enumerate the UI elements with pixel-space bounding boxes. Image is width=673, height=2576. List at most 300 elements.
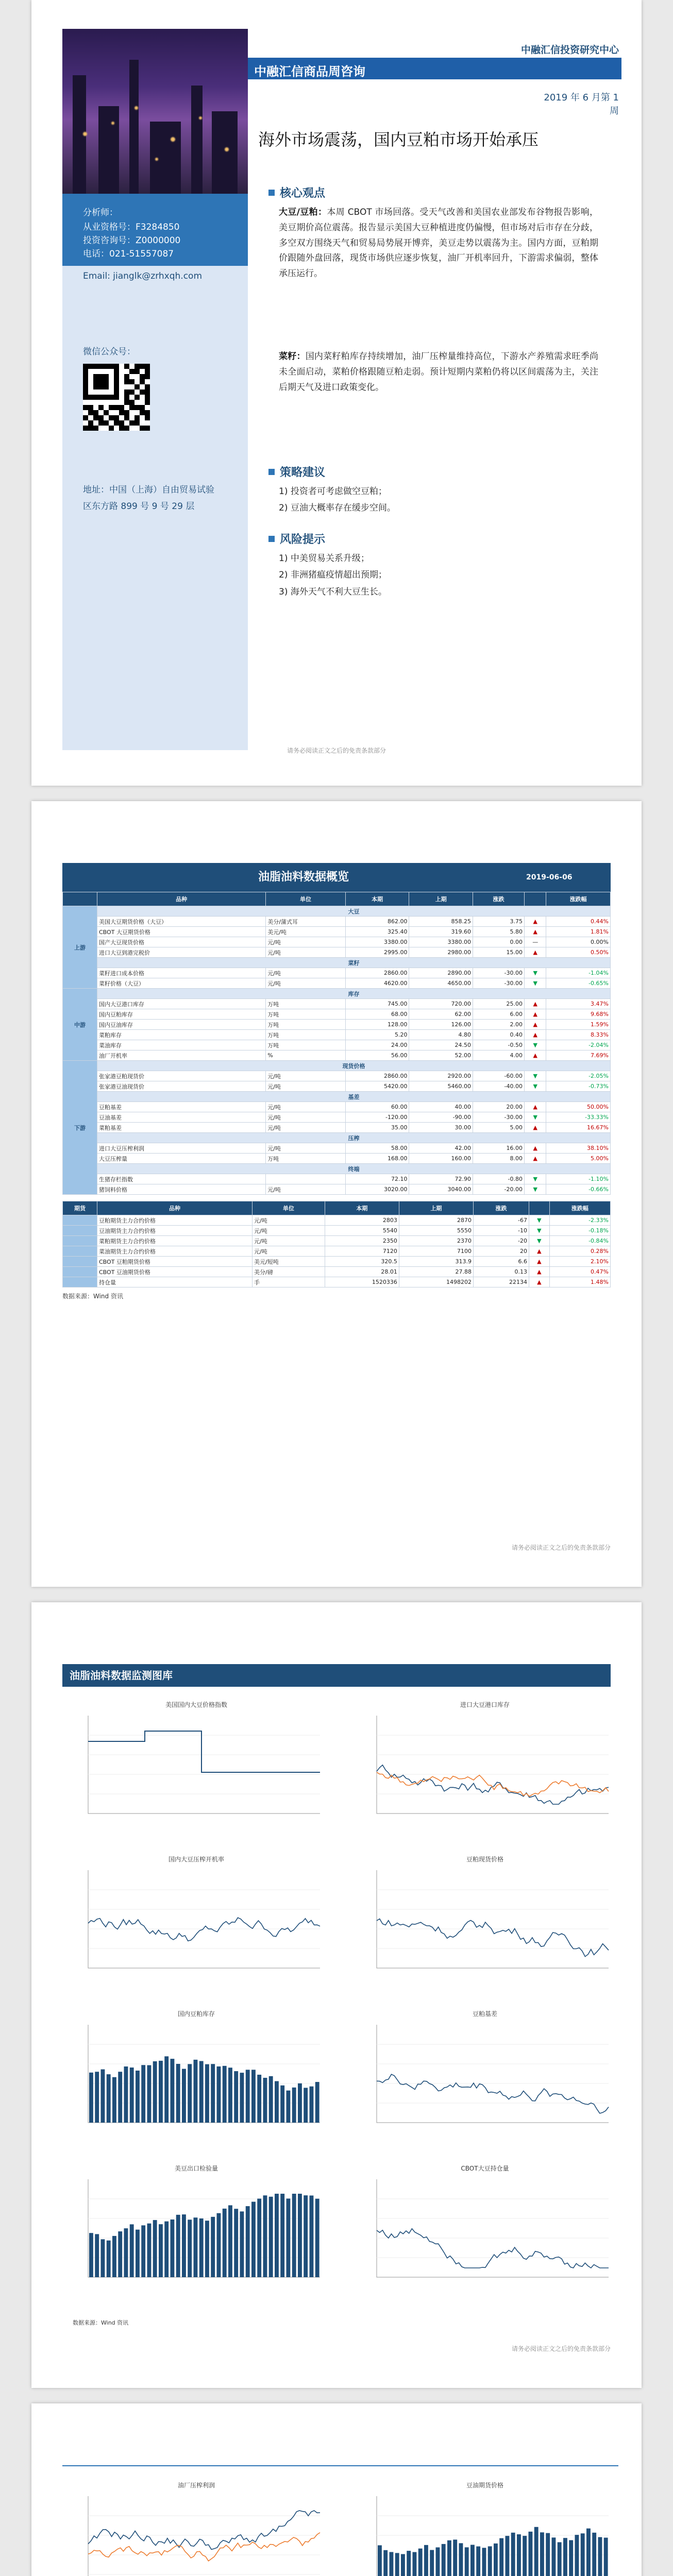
chart-title: 美豆出口检验量 — [174, 2165, 218, 2172]
table-row — [63, 1277, 611, 1287]
chart-panel — [356, 2164, 614, 2303]
chart-bar — [176, 2064, 180, 2123]
chart-line — [377, 1919, 609, 1957]
cell-prev: 30.00 — [409, 1123, 473, 1133]
table-row — [63, 989, 611, 999]
chart-bar — [269, 2197, 273, 2277]
chart-bar — [292, 2194, 296, 2277]
arrow-down-icon: ▼ — [525, 1184, 546, 1195]
cell-item: 油厂开机率 — [97, 1050, 266, 1061]
risk-item: 3) 海外天气不利大豆生长。 — [279, 586, 387, 597]
cell-item: 国内豆粕库存 — [97, 1009, 266, 1020]
subgroup-label: 基差 — [97, 1092, 611, 1102]
cell-now: 3020.00 — [345, 1184, 409, 1195]
cell-item: 进口大豆压榨利润 — [97, 1143, 266, 1154]
chart-bar — [89, 2233, 93, 2277]
cell-unit: 元/吨 — [253, 1236, 325, 1246]
arrow-down-icon: ▼ — [525, 1071, 546, 1081]
chart-axis — [377, 2179, 609, 2277]
cell-prev: 4.80 — [409, 1030, 473, 1040]
table-title: 油脂油料数据概览 — [258, 871, 349, 884]
cell-pct: 0.47% — [549, 1267, 610, 1277]
chart-axis — [88, 2025, 320, 2123]
chart-source: 数据来源：Wind 资讯 — [73, 2319, 129, 2326]
arrow-up-icon: ▲ — [525, 1143, 546, 1154]
cell-prev: 5550 — [399, 1226, 473, 1236]
cell-chg: -40.00 — [473, 1081, 525, 1092]
cell-chg: 4.00 — [473, 1050, 525, 1061]
cell-prev: 62.00 — [409, 1009, 473, 1020]
cell-now: 68.00 — [345, 1009, 409, 1020]
cell-now: 56.00 — [345, 1050, 409, 1061]
group-cell — [63, 1277, 97, 1287]
chart-bar — [124, 2066, 128, 2123]
cell-now: 2350 — [325, 1236, 399, 1246]
chart-panel — [356, 2009, 614, 2148]
core-text-2: 国内菜籽粕库存持续增加，油厂压榨量维持高位，下游水产养殖需求旺季尚未全面启动，菜粕价格跟随豆粕走弱。预计短期内菜粕仍将以区间震荡为主，关注后期天气及进口政策变化。 — [279, 351, 599, 393]
chart-bar — [586, 2529, 591, 2576]
report-type-bar — [248, 58, 621, 79]
chart-bar — [304, 2088, 308, 2123]
chart-bar — [141, 2065, 145, 2123]
chart-bar — [269, 2076, 273, 2123]
cell-unit: 元/吨 — [266, 968, 346, 978]
analyst-sidebar — [62, 194, 248, 750]
chart-bar — [506, 2536, 510, 2576]
table-source: 数据来源：Wind 资讯 — [62, 1293, 123, 1300]
qr-code — [83, 364, 150, 431]
cell-item: 猪饲料价格 — [97, 1184, 266, 1195]
chart-bar — [482, 2548, 486, 2576]
table-row — [63, 999, 611, 1009]
cell-unit: 元/吨 — [266, 1102, 346, 1112]
analyst-name: 分析师： — [83, 208, 118, 218]
chart-axis — [377, 1716, 609, 1814]
chart-bar — [171, 2219, 175, 2277]
cell-pct: -1.04% — [546, 968, 611, 978]
cell-item: 进口大豆到港完税价 — [97, 947, 266, 958]
arrow-up-icon: ▲ — [529, 1267, 550, 1277]
cell-item: 张家港豆粕现货价 — [97, 1071, 266, 1081]
group-cell — [63, 1246, 97, 1257]
chart-axis — [88, 1716, 320, 1814]
table-row — [63, 1246, 611, 1257]
group-label: 中游 — [63, 989, 97, 1061]
table-header-cell: 品种 — [97, 892, 266, 906]
chart-title: 美国国内大豆价格指数 — [165, 1701, 227, 1708]
cell-chg: -30.00 — [473, 1112, 525, 1123]
chart-bar — [101, 2239, 105, 2277]
chart-bar — [499, 2538, 503, 2576]
chart-bar — [159, 2061, 163, 2123]
chart-bar — [147, 2224, 152, 2277]
chart-bar — [378, 2545, 382, 2576]
report-type: 中融汇信商品周咨询 — [254, 64, 365, 79]
chart-bar — [251, 2202, 256, 2277]
page-3 — [31, 1602, 642, 2388]
cell-item: 豆粕期货主力合约价格 — [97, 1215, 253, 1226]
chart-bar — [287, 2198, 291, 2277]
cell-now: 5420.00 — [345, 1081, 409, 1092]
subgroup-label: 库存 — [97, 989, 611, 999]
chart-bar — [205, 2221, 209, 2277]
cell-now: 5540 — [325, 1226, 399, 1236]
futures-header: 期货 — [63, 1201, 97, 1215]
chart-line — [88, 2511, 320, 2549]
cell-now: 745.00 — [345, 999, 409, 1009]
cell-item: 美国大豆期货价格（大豆） — [97, 917, 266, 927]
cell-chg: 25.00 — [473, 999, 525, 1009]
chart-bar — [240, 2211, 244, 2277]
cell-unit: 美元/吨 — [266, 927, 346, 937]
cell-pct: 0.50% — [546, 947, 611, 958]
cover-photo — [62, 29, 248, 194]
chart-bar — [263, 2195, 267, 2277]
cell-chg: -60.00 — [473, 1071, 525, 1081]
cell-chg: 6.00 — [473, 1009, 525, 1020]
cell-chg: 3.75 — [473, 917, 525, 927]
table-row — [63, 1164, 611, 1174]
cell-unit: 元/吨 — [266, 978, 346, 989]
cell-unit: 万吨 — [266, 999, 346, 1009]
data-overview — [62, 863, 611, 1300]
cell-prev: 1498202 — [399, 1277, 473, 1287]
cell-prev: 7100 — [399, 1246, 473, 1257]
group-label: 上游 — [63, 906, 97, 989]
chart-bar — [188, 2219, 192, 2277]
cell-prev: 2370 — [399, 1236, 473, 1246]
cell-chg: -0.50 — [473, 1040, 525, 1050]
cell-unit: 元/吨 — [266, 1071, 346, 1081]
chart-panel — [68, 1700, 325, 1839]
chart-bar — [546, 2533, 550, 2576]
cell-unit: 美元/短吨 — [253, 1257, 325, 1267]
chart-bar — [517, 2534, 521, 2576]
table-header-cell: 涨跌 — [473, 1201, 529, 1215]
cell-prev: 52.00 — [409, 1050, 473, 1061]
table-header-cell: 品种 — [97, 1201, 253, 1215]
cell-prev: 5460.00 — [409, 1081, 473, 1092]
arrow-up-icon: ▲ — [525, 1020, 546, 1030]
chart-bar — [263, 2078, 267, 2123]
cell-item: 国内大豆港口库存 — [97, 999, 266, 1009]
arrow-up-icon: ▲ — [525, 1050, 546, 1061]
chart-bar — [194, 2060, 198, 2123]
table-row — [63, 1236, 611, 1246]
overview-table — [62, 892, 611, 1195]
chart-bar — [257, 2075, 261, 2123]
chart-line — [377, 2074, 609, 2113]
chart-bar — [540, 2532, 544, 2576]
chart-svg — [356, 2020, 614, 2143]
cell-unit: 元/吨 — [253, 1215, 325, 1226]
cell-pct: 1.48% — [549, 1277, 610, 1287]
table-row — [63, 1226, 611, 1236]
cell-now: 4620.00 — [345, 978, 409, 989]
chart-panel — [68, 2481, 325, 2576]
cell-chg: 0.40 — [473, 1030, 525, 1040]
table-header-cell: 本期 — [325, 1201, 399, 1215]
cell-unit: 万吨 — [266, 1154, 346, 1164]
header-rule — [62, 2465, 618, 2466]
cell-pct: 8.33% — [546, 1030, 611, 1040]
subgroup-label: 大豆 — [97, 906, 611, 917]
table-row — [63, 927, 611, 937]
arrow-down-icon: ▼ — [529, 1236, 550, 1246]
chart-bar — [292, 2088, 296, 2123]
report-date: 2019 年 6 月第 1 周 — [544, 92, 619, 116]
chart-bar — [280, 2086, 284, 2123]
chart-bar — [188, 2064, 192, 2123]
cell-chg: -30.00 — [473, 968, 525, 978]
cell-prev: 72.90 — [409, 1174, 473, 1184]
group-cell — [63, 1226, 97, 1236]
risk-item: 1) 中美贸易关系升级； — [279, 553, 369, 564]
cell-item: 国产大豆现货价格 — [97, 937, 266, 947]
chart-bar — [118, 2072, 122, 2123]
cell-pct: 0.00% — [546, 937, 611, 947]
cell-pct: 7.69% — [546, 1050, 611, 1061]
table-row — [63, 1257, 611, 1267]
arrow-up-icon: ▲ — [525, 1009, 546, 1020]
table-header-cell: 涨跌幅 — [549, 1201, 610, 1215]
cell-unit — [266, 1174, 346, 1184]
page-footer: 请务必阅读正文之后的免责条款部分 — [511, 2345, 611, 2352]
chart-bar — [459, 2543, 463, 2576]
chart-bar — [164, 2222, 169, 2277]
table-row — [63, 906, 611, 917]
cell-unit: 万吨 — [266, 1040, 346, 1050]
table-row — [63, 1184, 611, 1195]
analyst-line: 电话：021-51557087 — [83, 249, 174, 259]
cell-pct: 16.67% — [546, 1123, 611, 1133]
cell-chg: 5.00 — [473, 1123, 525, 1133]
table-date: 2019-06-06 — [526, 873, 573, 882]
cell-prev: 3380.00 — [409, 937, 473, 947]
chart-bar — [182, 2069, 186, 2123]
chart-bar — [112, 2236, 116, 2277]
chart-axis — [377, 2025, 609, 2123]
cell-unit: 元/吨 — [266, 1081, 346, 1092]
table-header-cell: 单位 — [266, 892, 346, 906]
risk-heading: 风险提示 — [268, 531, 325, 547]
cell-unit: 元/吨 — [266, 1184, 346, 1195]
chart-bar — [95, 2234, 99, 2277]
chart-bar — [89, 2073, 93, 2123]
chart-bar — [581, 2533, 585, 2576]
chart-title: 豆油期货价格 — [466, 2482, 503, 2489]
cell-item: 菜粕期货主力合约价格 — [97, 1236, 253, 1246]
table-row — [63, 1133, 611, 1143]
arrow-up-icon: ▲ — [529, 1246, 550, 1257]
chart-panel — [68, 1855, 325, 1994]
chart-bar — [470, 2545, 475, 2576]
cell-unit: % — [266, 1050, 346, 1061]
page-4 — [31, 2403, 642, 2576]
table-row — [63, 978, 611, 989]
chart-svg — [68, 2020, 325, 2143]
chart-svg — [356, 2174, 614, 2298]
cell-chg: 16.00 — [473, 1143, 525, 1154]
cell-pct: 0.44% — [546, 917, 611, 927]
arrow-up-icon: ▲ — [525, 917, 546, 927]
table-row — [63, 1050, 611, 1061]
chart-bar — [298, 2083, 302, 2123]
chart-svg — [356, 1710, 614, 1834]
chart-bar — [159, 2224, 163, 2277]
qr-label: 微信公众号： — [83, 347, 136, 357]
cell-item: CBOT 大豆期货价格 — [97, 927, 266, 937]
chart-title: 进口大豆港口库存 — [460, 1701, 510, 1708]
analyst-line: 投资咨询号：Z0000000 — [83, 235, 181, 246]
cell-prev: 4650.00 — [409, 978, 473, 989]
table-row — [63, 1123, 611, 1133]
arrow-down-icon: ▼ — [525, 1112, 546, 1123]
core-lead-1: 大豆/豆粕： — [279, 207, 327, 217]
cell-item: 大豆压榨量 — [97, 1154, 266, 1164]
chart-bar — [130, 2224, 134, 2277]
cell-unit: 元/吨 — [253, 1226, 325, 1236]
chart-bar — [205, 2064, 209, 2123]
chart-bar — [424, 2545, 428, 2576]
cell-now: -120.00 — [345, 1112, 409, 1123]
chart-bar — [465, 2547, 469, 2576]
cell-pct: 0.28% — [549, 1246, 610, 1257]
chart-bar — [147, 2065, 152, 2123]
cell-prev: 2980.00 — [409, 947, 473, 958]
chart-axis — [88, 2179, 320, 2277]
cell-now: 2803 — [325, 1215, 399, 1226]
cell-pct: -0.66% — [546, 1184, 611, 1195]
chart-bar — [592, 2533, 596, 2576]
chart-bar — [598, 2537, 602, 2576]
chart-line — [377, 2229, 609, 2268]
chart-title: 豆粕现货价格 — [466, 1856, 503, 1863]
table-row — [63, 937, 611, 947]
cell-item: 菜籽进口成本价格 — [97, 968, 266, 978]
chart-bar — [529, 2532, 533, 2576]
table-row — [63, 1040, 611, 1050]
chart-svg — [68, 1865, 325, 1989]
arrow-down-icon: ▼ — [529, 1215, 550, 1226]
cell-chg: 0.00 — [473, 937, 525, 947]
table-row — [63, 1061, 611, 1071]
cell-prev: 313.9 — [399, 1257, 473, 1267]
cell-chg: 6.6 — [473, 1257, 529, 1267]
cell-item: 菜油期货主力合约价格 — [97, 1246, 253, 1257]
cell-pct: -0.84% — [549, 1236, 610, 1246]
cell-unit: 元/吨 — [266, 1112, 346, 1123]
chart-bar — [217, 2066, 221, 2123]
core-view-heading: 核心观点 — [268, 184, 325, 200]
cell-now: 128.00 — [345, 1020, 409, 1030]
cell-prev: 858.25 — [409, 917, 473, 927]
cell-pct: -33.33% — [546, 1112, 611, 1123]
chart-svg — [68, 1710, 325, 1834]
chart-bar — [401, 2554, 405, 2576]
chart-bar — [153, 2061, 157, 2123]
cell-prev: 40.00 — [409, 1102, 473, 1112]
cell-pct: -0.65% — [546, 978, 611, 989]
chart-bar — [275, 2194, 279, 2277]
analyst-block — [62, 194, 248, 266]
table-row — [63, 1112, 611, 1123]
table-row — [63, 1154, 611, 1164]
flat-icon: — — [525, 937, 546, 947]
cell-unit: 元/吨 — [253, 1246, 325, 1257]
strategy-heading: 策略建议 — [268, 464, 325, 480]
table-row — [63, 917, 611, 927]
table-row — [63, 958, 611, 968]
cell-chg: -20 — [473, 1236, 529, 1246]
chart-axis — [377, 2496, 609, 2576]
chart-bar — [390, 2552, 394, 2576]
cell-prev: 3040.00 — [409, 1184, 473, 1195]
table-header-cell: 单位 — [253, 1201, 325, 1215]
cell-now: 2995.00 — [345, 947, 409, 958]
core-lead-2: 菜籽： — [279, 351, 306, 362]
arrow-down-icon: ▼ — [525, 1040, 546, 1050]
cell-now: 28.01 — [325, 1267, 399, 1277]
chart-bar — [217, 2213, 221, 2277]
chart-bar — [228, 2205, 232, 2277]
cell-chg: 2.00 — [473, 1020, 525, 1030]
table-row — [63, 1020, 611, 1030]
analyst-email: Email: jianglk@zrhxqh.com — [83, 271, 203, 281]
cell-unit: 万吨 — [266, 1009, 346, 1020]
chart-bar — [310, 2195, 314, 2277]
chart-bar — [171, 2059, 175, 2123]
chart-title: 国内大豆压榨开机率 — [168, 1856, 224, 1863]
cell-pct: 1.59% — [546, 1020, 611, 1030]
table-row — [63, 1030, 611, 1040]
chart-bar — [199, 2061, 204, 2123]
cell-item: CBOT 豆油期货价格 — [97, 1267, 253, 1277]
chart-axis — [88, 1870, 320, 1968]
chart-bar — [418, 2549, 423, 2576]
chart-bar — [136, 2071, 140, 2123]
cell-item: 菜油库存 — [97, 1040, 266, 1050]
chart-line — [88, 1918, 320, 1941]
chart-bar — [310, 2087, 314, 2123]
arrow-up-icon: ▲ — [525, 1102, 546, 1112]
chart-bar — [176, 2215, 180, 2277]
strategy-item: 2) 豆油大概率存在缓步空间。 — [279, 503, 396, 514]
cell-chg: 20 — [473, 1246, 529, 1257]
cell-unit: 元/吨 — [266, 947, 346, 958]
subgroup-label: 终端 — [97, 1164, 611, 1174]
chart-bar — [223, 2209, 227, 2277]
arrow-up-icon: ▲ — [525, 1123, 546, 1133]
strategy-item: 1) 投资者可考虑做空豆粕； — [279, 486, 387, 497]
report-title: 海外市场震荡，国内豆粕市场开始承压 — [258, 130, 539, 149]
cell-chg: -30.00 — [473, 978, 525, 989]
cell-now: 862.00 — [345, 917, 409, 927]
chart-bar — [141, 2225, 145, 2277]
chart-panel — [356, 1855, 614, 1994]
chart-bar — [563, 2538, 567, 2576]
cell-item: 豆油基差 — [97, 1112, 266, 1123]
chart-bar — [234, 2209, 238, 2277]
risk-list — [279, 550, 598, 600]
chart-bar — [558, 2542, 562, 2576]
cell-prev: 720.00 — [409, 999, 473, 1009]
chart-bar — [604, 2538, 608, 2576]
chart-bar — [304, 2195, 308, 2277]
cell-pct: 5.00% — [546, 1154, 611, 1164]
chart-bar — [447, 2540, 451, 2576]
table-row — [63, 1267, 611, 1277]
